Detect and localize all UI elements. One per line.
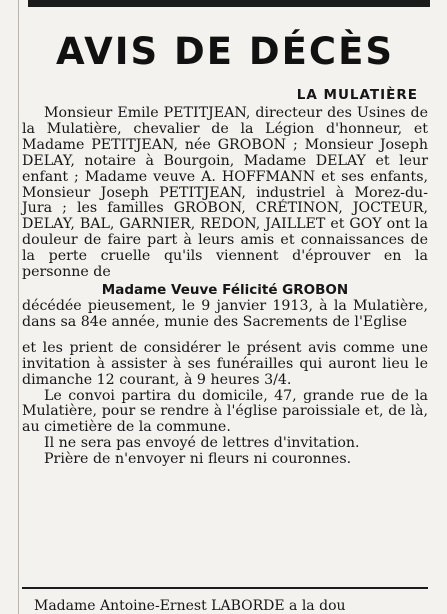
notice-no-letters: Il ne sera pas envoyé de lettres d'invitation. [44, 435, 360, 452]
death-notice [22, 28, 428, 468]
bottom-rule [22, 587, 428, 589]
next-notice-text: Madame Antoine-Ernest LABORDE a la dou [34, 598, 346, 614]
notice-headline: AVIS DE DÉCÈS [56, 30, 394, 73]
column-edge [18, 0, 19, 614]
notice-procession: Le convoi partira du domicile, 47, grande rue de la Mulatière, pour se rendre à l'église paroissiale et, de là, au cimetière de la commune. [22, 387, 428, 436]
notice-announcers: Monsieur Emile PETITJEAN, directeur des Usines de la Mulatière, chevalier de la Légion d'honneur, et Madame PETITJEAN, née GROBON ; Monsieur Joseph DELAY, notaire à Bourgoin, Madame DELAY et leur enfant ; Madame veuve A. HOFFMANN et ses enfants, Monsieur Joseph PETITJEAN, industriel à Morez-du-Jura ; les familles GROBON, CRÉTINON, JOCTEUR, DELAY, BAL, GARNIER, REDON, JAILLET et GOY ont la douleur de faire part à leurs amis et connaissances de la perte cruelle qu'ils viennent d'éprouver en la personne de [22, 105, 428, 281]
deceased-name: Madame Veuve Félicité GROBON [101, 281, 349, 298]
notice-no-flowers: Prière de n'envoyer ni fleurs ni couronnes. [44, 451, 352, 468]
top-rule [28, 0, 430, 7]
notice-place: LA MULATIÈRE [296, 87, 418, 103]
notice-death-details: décédée pieusement, le 9 janvier 1913, à la Mulatière, dans sa 84e année, munie des Sacrements de l'Eglise [22, 297, 428, 330]
notice-invitation: et les prient de considérer le présent avis comme une invitation à assister à ses funérailles qui auront lieu le dimanche 12 courant, à 9 heures 3/4. [22, 339, 428, 388]
